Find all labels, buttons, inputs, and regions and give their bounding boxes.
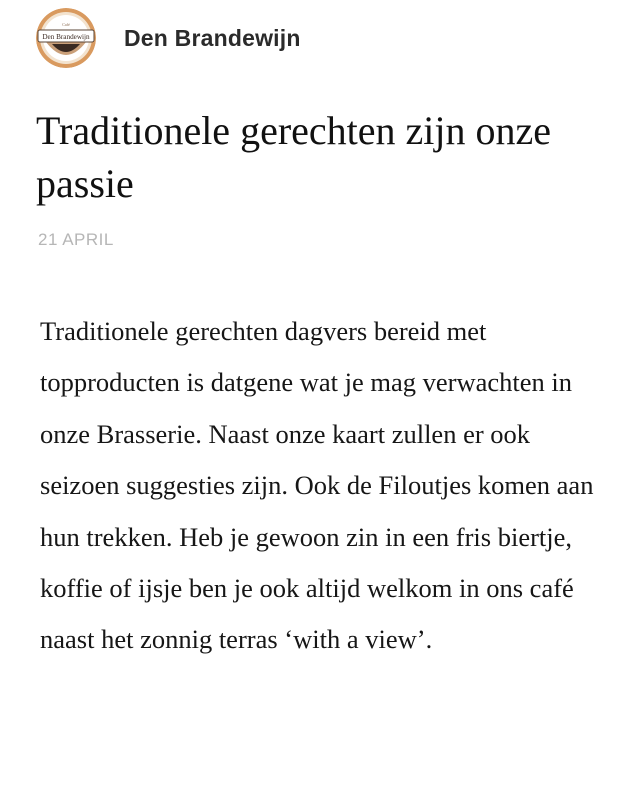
post-title: Traditionele gerechten zijn onze passie bbox=[36, 108, 551, 206]
post-header bbox=[36, 8, 301, 68]
brand-logo bbox=[36, 8, 96, 68]
post-date: 21 APRIL bbox=[38, 230, 114, 249]
logo-text: Den Brandewijn bbox=[42, 33, 90, 41]
post-body: Traditionele gerechten dagvers bereid met topproducten is datgene wat je mag verwachten in onze Brasserie. Naast onze kaart zullen er ook seizoen suggesties zijn. Ook de Filoutjes komen aan hun trekken. Heb je gewoon zin in een fris biertje, koffie of ijsje ben je ook altijd welkom in ons café naast het zonnig terras ‘with a view’. bbox=[40, 316, 594, 655]
author-name[interactable]: Den Brandewijn bbox=[124, 24, 301, 51]
svg-text:Café: Café bbox=[62, 22, 70, 27]
avatar[interactable] bbox=[36, 8, 96, 68]
